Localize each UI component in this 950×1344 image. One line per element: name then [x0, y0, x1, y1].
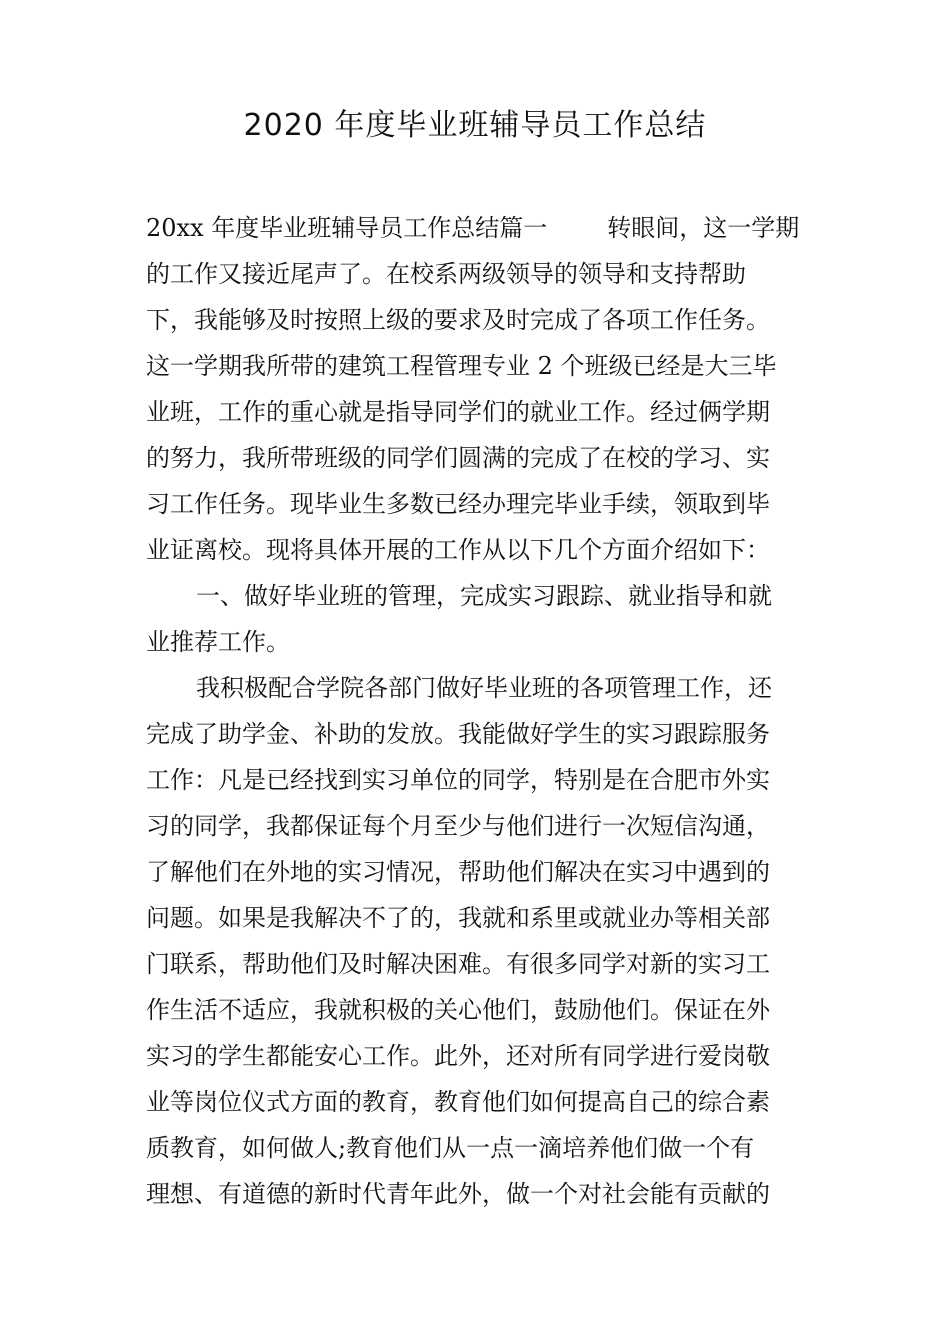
- body-line-indented: 一、做好毕业班的管理，完成实习跟踪、就业指导和就: [196, 582, 772, 610]
- body-line: 问题。如果是我解决不了的，我就和系里或就业办等相关部: [146, 904, 770, 932]
- body-line: 业证离校。现将具体开展的工作从以下几个方面介绍如下：: [146, 536, 770, 564]
- document-title: 2020 年度毕业班辅导员工作总结: [243, 108, 707, 143]
- body-line-indented: 我积极配合学院各部门做好毕业班的各项管理工作，还: [196, 674, 772, 702]
- body-line: 完成了助学金、补助的发放。我能做好学生的实习跟踪服务: [146, 720, 770, 748]
- body-line: 这一学期我所带的建筑工程管理专业 2 个班级已经是大三毕: [146, 352, 777, 380]
- body-line: 习工作任务。现毕业生多数已经办理完毕业手续，领取到毕: [146, 490, 770, 518]
- document-body: [146, 205, 816, 1217]
- body-line: 工作：凡是已经找到实习单位的同学，特别是在合肥市外实: [146, 766, 770, 794]
- body-line: 的努力，我所带班级的同学们圆满的完成了在校的学习、实: [146, 444, 770, 472]
- body-line: 实习的学生都能安心工作。此外，还对所有同学进行爱岗敬: [146, 1042, 770, 1070]
- section-heading-text: 20xx 年度毕业班辅导员工作总结篇一: [146, 214, 548, 242]
- body-line: 门联系，帮助他们及时解决困难。有很多同学对新的实习工: [146, 950, 770, 978]
- body-line: 的工作又接近尾声了。在校系两级领导的领导和支持帮助: [146, 260, 746, 288]
- body-text: 转眼间，这一学期: [607, 214, 800, 242]
- body-line: 业等岗位仪式方面的教育，教育他们如何提高自己的综合素: [146, 1088, 770, 1116]
- body-line: 作生活不适应，我就积极的关心他们，鼓励他们。保证在外: [146, 996, 770, 1024]
- body-line: 了解他们在外地的实习情况，帮助他们解决在实习中遇到的: [146, 858, 770, 886]
- body-line: 业班，工作的重心就是指导同学们的就业工作。经过俩学期: [146, 398, 770, 426]
- body-line: [146, 205, 816, 251]
- body-line: 习的同学，我都保证每个月至少与他们进行一次短信沟通，: [146, 812, 770, 840]
- body-line: 质教育，如何做人;教育他们从一点一滴培养他们做一个有: [146, 1134, 755, 1162]
- body-line: 理想、有道德的新时代青年此外，做一个对社会能有贡献的: [146, 1180, 770, 1208]
- body-line: 业推荐工作。: [146, 628, 290, 656]
- body-line: 下，我能够及时按照上级的要求及时完成了各项工作任务。: [146, 306, 770, 334]
